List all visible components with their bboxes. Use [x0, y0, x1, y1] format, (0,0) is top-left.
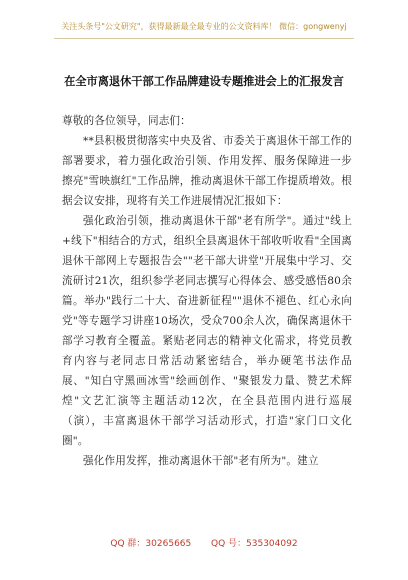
paragraph-intro: **县积极贯彻落实中央及省、市委关于离退休干部工作的部署要求，着力强化政治引领、作用发挥、服务保障进一步擦亮"雪映旗红"工作品牌，推动离退休干部工作提质增效。根据会议安排，现将有关工作进展情况汇报如下： [62, 135, 352, 207]
qq-number: QQ 号：535304092 [211, 539, 298, 549]
footer-contact [0, 536, 408, 549]
banner-text: 关注头条号"公文研究"，获得最新最全最专业的公文资料库！ 微信：gongwenyj [61, 22, 347, 31]
header-banner [0, 22, 408, 39]
paragraph-political-guidance: 强化政治引领，推动离退休干部"老有所学"。通过"线上+线下"相结合的方式，组织全县离退休干部收听收看"全国离退休干部网上专题报告会""老干部大讲堂"开展集中学习、交流研讨21次，组织参学老同志撰写心得体会、感受感悟80余篇。举办"践行二十大、奋进新征程""退休不褪色、红心永向党"等专题学习讲座10场次，受众700余人次，确保离退休干部学习教育全覆盖。紧贴老同志的精神文化需求，将党员教育内容与老同志日常活动紧密结合，举办硬笔书法作品展、"知白守黑画冰雪"绘画创作、"聚银发力量、赞艺术辉煌"文艺汇演等主题活动12次，在全县范围内进行巡展（演），丰富离退休干部学习活动形式，打造"家门口文化圈"。 [62, 215, 352, 447]
paragraph-role-play: 强化作用发挥，推动离退休干部"老有所为"。建立 [83, 455, 319, 467]
header-divider [54, 38, 354, 39]
greeting: 尊敬的各位领导，同志们： [62, 115, 191, 127]
qq-group: QQ 群：30265665 [110, 539, 192, 549]
document-title: 在全市离退休干部工作品牌建设专题推进会上的汇报发言 [64, 75, 344, 88]
document-body [62, 111, 352, 471]
